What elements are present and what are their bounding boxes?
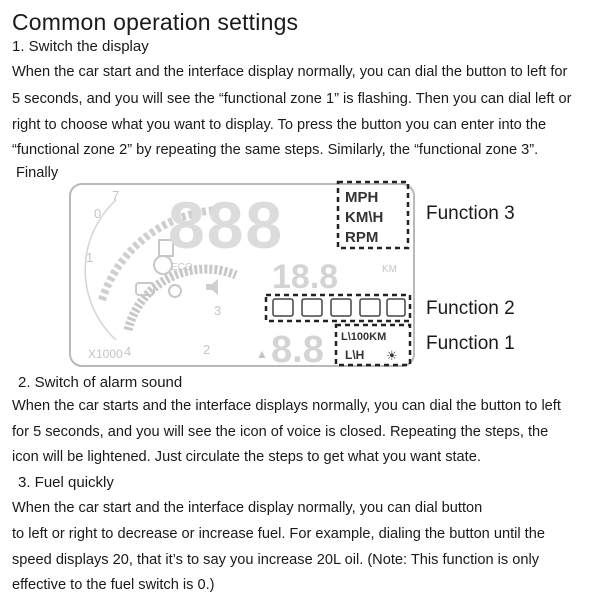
gauge-tick: 7 [112, 188, 120, 203]
hud-display-figure [66, 180, 418, 370]
section-3-heading: 3. Fuel quickly [18, 474, 114, 491]
gauge-tick: 2 [203, 342, 211, 357]
section-2-line: icon will be lightened. Just circulate the steps to get what you want state. [12, 449, 481, 465]
section-1-heading: 1. Switch the display [12, 38, 149, 55]
mph-label: MPH [345, 189, 379, 206]
gauge-tick: 4 [124, 344, 132, 359]
temperature-icon: ▲ [256, 347, 268, 361]
function-1-label: Function 1 [426, 333, 515, 354]
section-3-line: When the car start and the interface display normally, you can dial button [12, 500, 483, 516]
gauge-tick: 1 [86, 250, 94, 265]
speed-digits: 888 [168, 188, 285, 262]
page-title: Common operation settings [12, 9, 299, 35]
function-2-label: Function 2 [426, 298, 515, 319]
section-1-line: Finally [16, 165, 59, 181]
rpm-label: RPM [345, 229, 379, 246]
sun-icon: ☀ [386, 348, 398, 363]
section-1-line: right to choose what you want to display. To press the button you can enter into the [12, 117, 547, 133]
section-3-line: to left or right to decrease or increase fuel. For example, dialing the button until the [12, 526, 545, 542]
section-2-line: When the car starts and the interface displays normally, you can dial the button to left [12, 398, 561, 414]
kmh-label: KM\H [345, 209, 384, 226]
odometer-label: X1000 [88, 347, 123, 361]
gauge-tick: 0 [94, 206, 102, 221]
section-3-line: effective to the fuel switch is 0.) [12, 577, 215, 593]
section-2-line: for 5 seconds, and you will see the icon of voice is closed. Repeating the steps, the [12, 424, 549, 440]
lh-label: L\H [345, 348, 365, 362]
section-2-heading: 2. Switch of alarm sound [18, 374, 183, 391]
function-3-label: Function 3 [426, 203, 515, 224]
gauge-tick: 3 [214, 303, 222, 318]
km-label: KM [382, 264, 397, 275]
mid-digits: 18.8 [272, 258, 339, 296]
section-3-line: speed displays 20, that it’s to say you increase 20L oil. (Note: This function is only [12, 552, 540, 568]
section-1-line: When the car start and the interface display normally, you can dial the button to left for [12, 64, 568, 80]
l100km-label: L\100KM [341, 331, 387, 343]
low-digits: 8.8 [271, 329, 324, 370]
section-1-line: “functional zone 2” by repeating the same steps. Similarly, the “functional zone 3”. [12, 142, 539, 158]
eco-label: ECO [171, 262, 193, 273]
section-1-line: 5 seconds, and you will see the “functional zone 1” is flashing. Then you can dial left or [12, 91, 572, 107]
